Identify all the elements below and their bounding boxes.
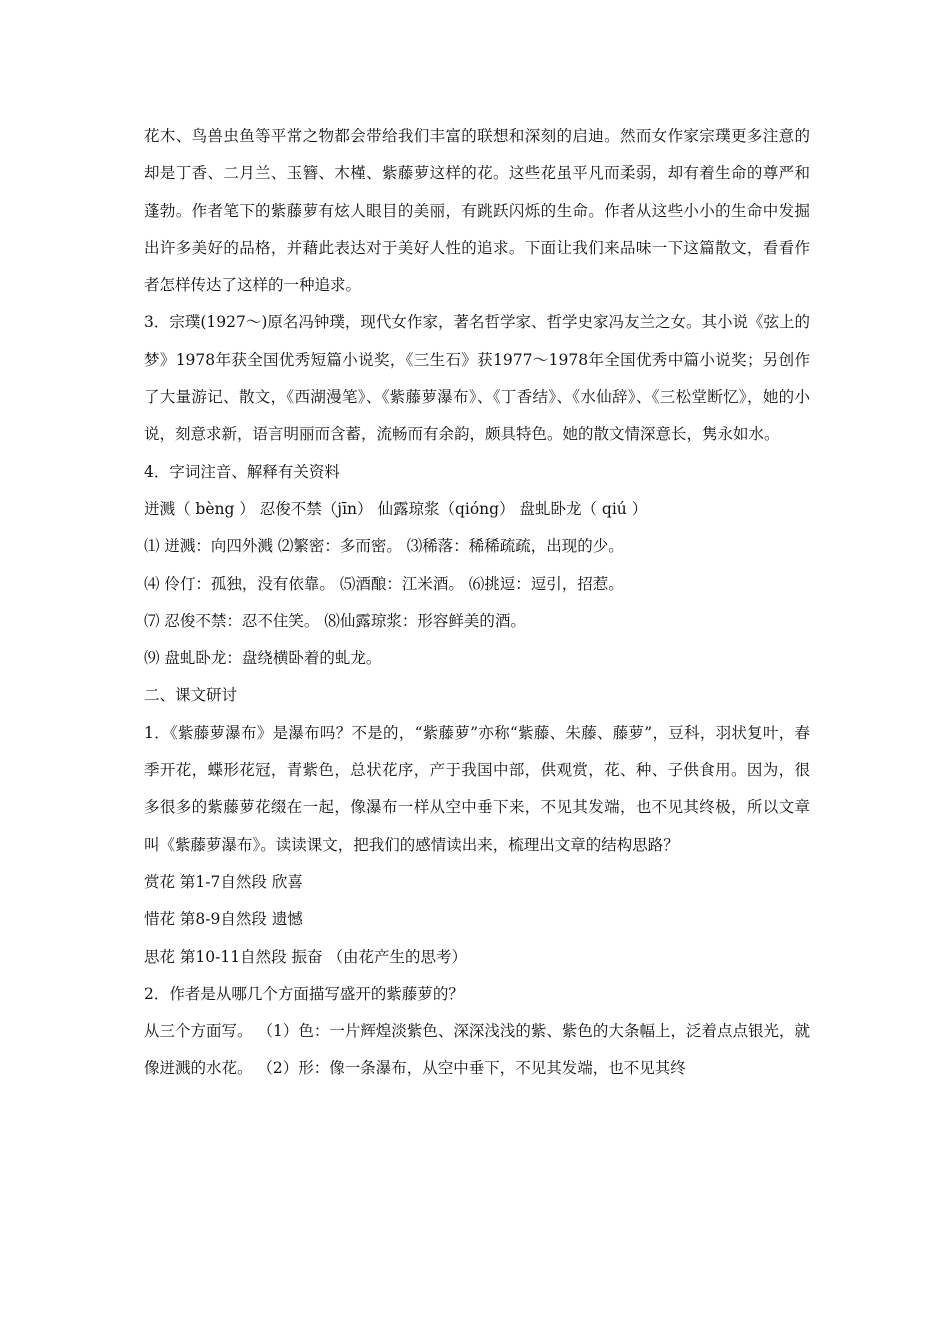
intro-paragraph: 花木、鸟兽虫鱼等平常之物都会带给我们丰富的联想和深刻的启迪。然而女作家宗璞更多注意的却是丁香、二月兰、玉簪、木槿、紫藤萝这样的花。这些花虽平凡而柔弱，却有着生命的尊严和蓬勃。作者笔下的紫藤萝有炫人眼目的美丽，有跳跃闪烁的生命。作者从这些小小的生命中发掘出许多美好的品格，并藉此表达对于美好人性的追求。下面让我们来品味一下这篇散文，看看作者怎样传达了这样的一种追求。 [144, 127, 810, 295]
definition-line-4: ⑼ 盘虬卧龙：盘绕横卧着的虬龙。 [144, 649, 382, 668]
definition-line-3: ⑺ 忍俊不禁：忍不住笑。 ⑻仙露琼浆：形容鲜美的酒。 [144, 611, 526, 630]
definition-line-1: ⑴ 迸溅：向四外溅 ⑵繁密：多而密。 ⑶稀落：稀稀疏疏，出现的少。 [144, 537, 624, 556]
pinyin-line: 迸溅（ bèng ） 忍俊不禁（jīn） 仙露琼浆（qióng） 盘虬卧龙（ qiú ） [144, 499, 648, 518]
question-2-heading: 2．作者是从哪几个方面描写盛开的紫藤萝的？ [144, 984, 464, 1003]
document-body [144, 118, 810, 1088]
section-heading-study: 二、课文研讨 [144, 686, 238, 705]
structure-line-3: 思花 第10-11自然段 振奋 （由花产生的思考） [144, 947, 467, 966]
question-1-paragraph: 1．《紫藤萝瀑布》是瀑布吗？不是的，“紫藤萝”亦称“紫藤、朱藤、藤萝”，豆科，羽状复叶，春季开花，蝶形花冠，青紫色，总状花序，产于我国中部，供观赏，花、种、子供食用。因为，很多很多的紫藤萝花缀在一起，像瀑布一样从空中垂下来，不见其发端，也不见其终极，所以文章叫《紫藤萝瀑布》。读读课文，把我们的感情读出来，梳理出文章的结构思路？ [144, 723, 810, 854]
section-heading-vocabulary: 4．字词注音、解释有关资料 [144, 462, 340, 481]
structure-line-2: 惜花 第8-9自然段 遗憾 [144, 910, 303, 929]
definition-line-2: ⑷ 伶仃：孤独，没有依靠。 ⑸酒酿：江米酒。 ⑹挑逗：逗引，招惹。 [144, 574, 624, 593]
question-2-answer: 从三个方面写。 （1）色：一片辉煌淡紫色、深深浅浅的紫、紫色的大条幅上，泛着点点银光，就像迸溅的水花。 （2）形：像一条瀑布，从空中垂下，不见其发端，也不见其终 [144, 1022, 810, 1078]
author-bio-paragraph: 3．宗璞(1927～)原名冯钟璞，现代女作家，著名哲学家、哲学史家冯友兰之女。其小说《弦上的梦》1978年获全国优秀短篇小说奖，《三生石》获1977～1978年全国优秀中篇小说奖；另创作了大量游记、散文，《西湖漫笔》、《紫藤萝瀑布》、《丁香结》、《水仙辞》、《三松堂断忆》，她的小说，刻意求新，语言明丽而含蓄，流畅而有余韵，颇具特色。她的散文情深意长，隽永如水。 [144, 313, 810, 444]
structure-line-1: 赏花 第1-7自然段 欣喜 [144, 872, 303, 891]
